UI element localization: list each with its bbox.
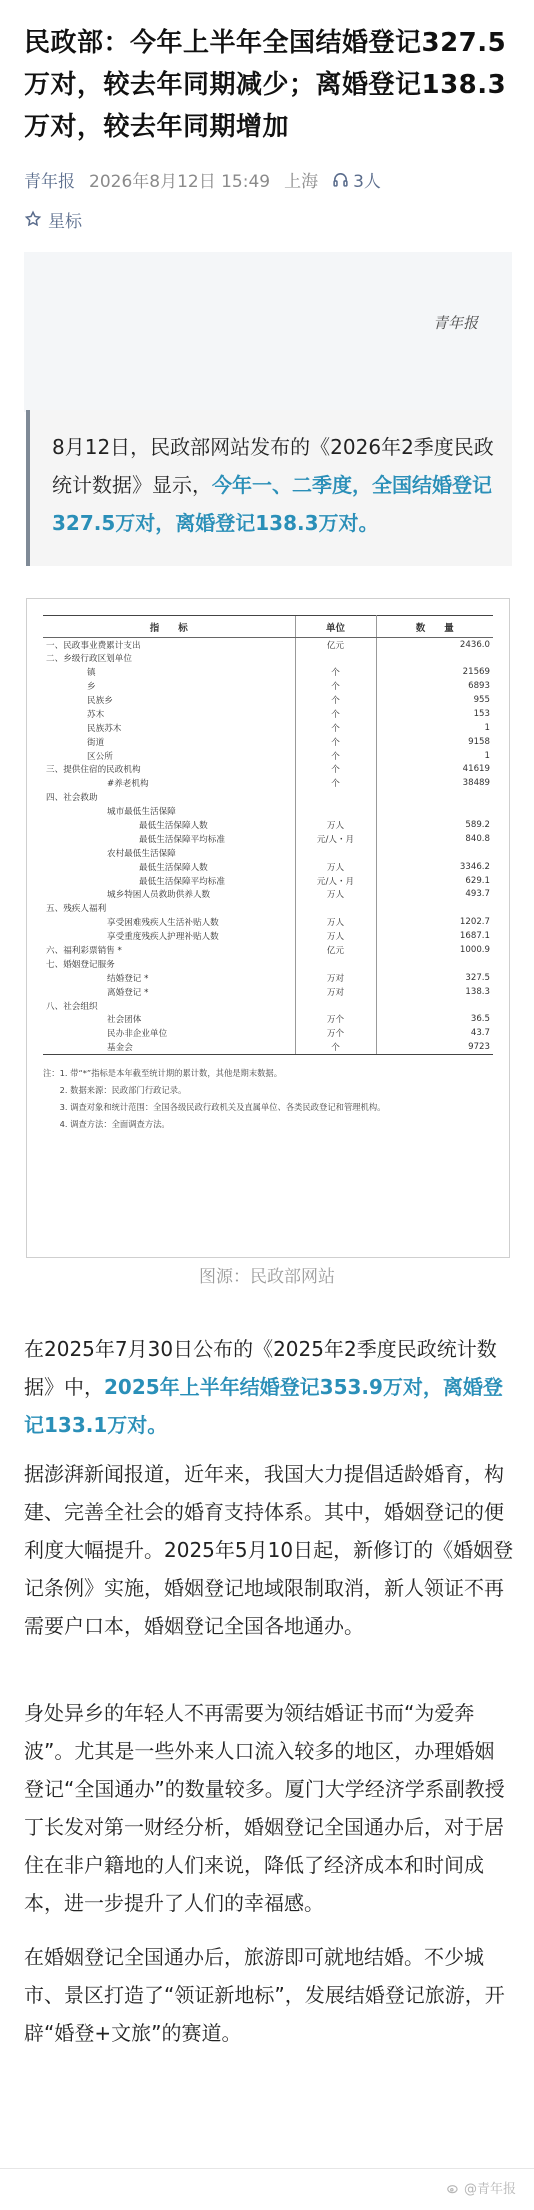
cell-value: 38489 bbox=[462, 778, 490, 789]
cell-unit: 个 bbox=[295, 721, 376, 735]
cell-indicator: 社会团体 bbox=[107, 1015, 142, 1026]
table-note: 注：1. 带“*”指标是本年截至统计期的累计数，其他是期末数据。 bbox=[43, 1067, 283, 1078]
cell-unit: 个 bbox=[295, 679, 376, 693]
cell-value: 955 bbox=[473, 695, 490, 705]
cell-unit: 个 bbox=[295, 763, 376, 777]
cell-value: 1687.1 bbox=[459, 931, 490, 942]
cell-value: 589.2 bbox=[465, 820, 490, 831]
cell-value: 9158 bbox=[468, 736, 490, 747]
table-row bbox=[43, 846, 493, 860]
header-unit: 单位 bbox=[295, 616, 376, 638]
table-row bbox=[43, 818, 493, 832]
cell-unit bbox=[295, 846, 376, 860]
cell-indicator: 基金会 bbox=[43, 1040, 295, 1054]
listener-count: 3人 bbox=[353, 171, 381, 192]
article-meta bbox=[24, 166, 512, 192]
cell-indicator: 民办非企业单位 bbox=[107, 1029, 168, 1040]
cell-unit: 万人 bbox=[295, 860, 376, 874]
cell-indicator: #养老机构 bbox=[107, 779, 149, 790]
paragraph-1-lead: 在2025年7月30日公布的《2025年2季度民政统计数据》中， bbox=[24, 1337, 497, 1399]
cell-value: 493.7 bbox=[465, 889, 490, 900]
table-row bbox=[43, 763, 493, 777]
table-note: 2. 数据来源：民政部门行政记录。 bbox=[43, 1084, 187, 1095]
cell-value bbox=[376, 790, 493, 804]
header-value: 数 量 bbox=[376, 616, 493, 638]
cell-unit: 个 bbox=[295, 693, 376, 707]
cell-unit: 万对 bbox=[295, 971, 376, 985]
lead-quote bbox=[26, 410, 512, 566]
star-icon bbox=[24, 210, 42, 228]
cell-value: 1202.7 bbox=[459, 917, 490, 928]
cell-value bbox=[376, 846, 493, 860]
table-row bbox=[43, 1040, 493, 1054]
cell-value bbox=[376, 901, 493, 915]
table-row bbox=[43, 707, 493, 721]
table-notes bbox=[43, 1065, 493, 1133]
table-row bbox=[43, 860, 493, 874]
cell-value: 6893 bbox=[468, 681, 490, 692]
cell-value: 9723 bbox=[376, 1040, 493, 1054]
cell-unit bbox=[295, 651, 376, 665]
cell-indicator: 最低生活保障人数 bbox=[139, 821, 208, 832]
cell-unit: 万人 bbox=[295, 915, 376, 929]
cell-indicator: 街道 bbox=[87, 737, 105, 748]
cell-value: 629.1 bbox=[465, 875, 490, 886]
cell-indicator: 八、社会组织 bbox=[46, 1001, 98, 1012]
table-row bbox=[43, 1013, 493, 1027]
cell-value: 1 bbox=[484, 750, 490, 761]
cell-unit: 元/人・月 bbox=[295, 874, 376, 888]
cell-indicator: 结婚登记 * bbox=[107, 973, 149, 984]
cell-indicator: 苏木 bbox=[87, 709, 105, 720]
article-title: 民政部：今年上半年全国结婚登记327.5万对，较去年同期减少；离婚登记138.3万对，较去年同期增加 bbox=[24, 28, 507, 142]
cell-value: 840.8 bbox=[465, 833, 490, 844]
table-row bbox=[43, 749, 493, 763]
header-indicator: 指 标 bbox=[43, 616, 295, 638]
table-row bbox=[43, 804, 493, 818]
cell-value: 43.7 bbox=[470, 1028, 490, 1039]
table-row bbox=[43, 790, 493, 804]
cell-unit: 元/人・月 bbox=[295, 832, 376, 846]
cell-unit bbox=[295, 957, 376, 971]
cell-unit bbox=[295, 804, 376, 818]
cell-unit bbox=[295, 999, 376, 1013]
hero-banner bbox=[24, 252, 512, 412]
cell-unit bbox=[295, 790, 376, 804]
publish-location: 上海 bbox=[284, 171, 319, 192]
paragraph-1-highlight: 2025年上半年结婚登记353.9万对，离婚登记133.1万对。 bbox=[24, 1375, 503, 1437]
table-row bbox=[43, 957, 493, 971]
table-row bbox=[43, 971, 493, 985]
headphones-icon bbox=[332, 171, 349, 188]
hero-logo: 青年报 bbox=[432, 314, 478, 332]
table-row bbox=[43, 901, 493, 915]
table-row bbox=[43, 638, 493, 652]
cell-unit: 个 bbox=[295, 749, 376, 763]
star-label: 星标 bbox=[48, 211, 82, 232]
table-header-row bbox=[43, 616, 493, 638]
table-row bbox=[43, 679, 493, 693]
table-row bbox=[43, 735, 493, 749]
watermark-text: @青年报 bbox=[463, 2182, 516, 2197]
cell-unit: 万人 bbox=[295, 929, 376, 943]
table-row bbox=[43, 915, 493, 929]
table-note: 4. 调查方法：全面调查方法。 bbox=[43, 1118, 170, 1129]
cell-value bbox=[376, 999, 493, 1013]
cell-indicator: 五、残疾人福利 bbox=[46, 904, 107, 915]
cell-unit: 个 bbox=[295, 735, 376, 749]
listen-button[interactable] bbox=[332, 167, 381, 192]
quote-highlight: 今年一、二季度，全国结婚登记327.5万对，离婚登记138.3万对。 bbox=[52, 473, 492, 535]
cell-indicator: 享受困难残疾人生活补贴人数 bbox=[107, 918, 219, 929]
statistics-table bbox=[43, 615, 493, 1055]
cell-indicator: 民族苏木 bbox=[87, 723, 122, 734]
table-row bbox=[43, 721, 493, 735]
source-link[interactable]: 青年报 bbox=[24, 171, 75, 192]
cell-indicator: 一、民政事业费累计支出 bbox=[46, 640, 141, 651]
table-body bbox=[43, 638, 493, 1055]
cell-indicator: 享受重度残疾人护理补贴人数 bbox=[107, 932, 219, 943]
cell-unit: 万对 bbox=[295, 985, 376, 999]
cell-unit: 个 bbox=[295, 707, 376, 721]
cell-indicator: 镇 bbox=[87, 668, 96, 679]
table-row bbox=[43, 832, 493, 846]
cell-value: 2436.0 bbox=[459, 639, 490, 650]
table-row bbox=[43, 999, 493, 1013]
cell-value: 1 bbox=[484, 722, 490, 733]
cell-indicator: 最低生活保障人数 bbox=[139, 862, 208, 873]
table-row bbox=[43, 888, 493, 902]
table-row bbox=[43, 651, 493, 665]
cell-indicator: 三、提供住宿的民政机构 bbox=[46, 765, 141, 776]
cell-unit: 万人 bbox=[295, 888, 376, 902]
cell-value bbox=[376, 804, 493, 818]
cell-value: 41619 bbox=[462, 764, 490, 775]
table-note: 3. 调查对象和统计范围：全国各级民政行政机关及直属单位、各类民政登记和管理机构。 bbox=[43, 1101, 386, 1112]
table-row bbox=[43, 943, 493, 957]
cell-indicator: 六、福利彩票销售 * bbox=[46, 946, 122, 957]
image-caption: 图源：民政部网站 bbox=[199, 1267, 335, 1287]
paragraph-1 bbox=[24, 1330, 514, 1444]
table-row bbox=[43, 693, 493, 707]
cell-unit: 个 bbox=[295, 665, 376, 679]
publish-datetime: 2026年8月12日 15:49 bbox=[89, 171, 271, 192]
cell-value: 327.5 bbox=[465, 972, 490, 983]
table-row bbox=[43, 985, 493, 999]
cell-indicator: 农村最低生活保障 bbox=[107, 848, 176, 859]
table-row bbox=[43, 874, 493, 888]
cell-unit bbox=[295, 901, 376, 915]
cell-value: 138.3 bbox=[465, 986, 490, 997]
cell-indicator: 最低生活保障平均标准 bbox=[139, 834, 225, 845]
cell-indicator: 离婚登记 * bbox=[107, 987, 149, 998]
cell-unit: 个 bbox=[295, 1040, 376, 1054]
cell-value: 21569 bbox=[462, 667, 490, 678]
statistics-table-image bbox=[26, 598, 510, 1258]
table-row bbox=[43, 665, 493, 679]
cell-indicator: 民族乡 bbox=[87, 696, 113, 706]
cell-value: 36.5 bbox=[470, 1014, 490, 1025]
cell-value bbox=[376, 957, 493, 971]
paragraph-3: 身处异乡的年轻人不再需要为领结婚证书而“为爱奔波”。尤其是一些外来人口流入较多的地区，办理婚姻登记“全国通办”的数量较多。厦门大学经济学系副教授丁长发对第一财经分析，婚姻登记全国通办后，对于居住在非户籍地的人们来说，降低了经济成本和时间成本，进一步提升了人们的幸福感。 bbox=[24, 1701, 505, 1915]
cell-value: 153 bbox=[473, 708, 490, 719]
cell-unit: 亿元 bbox=[295, 638, 376, 652]
cell-indicator: 城乡特困人员救助供养人数 bbox=[107, 890, 211, 901]
cell-indicator: 四、社会救助 bbox=[46, 793, 98, 804]
cell-value: 1000.9 bbox=[459, 945, 490, 956]
quote-lead: 8月12日，民政部网站发布的《2026年2季度民政统计数据》显示， bbox=[52, 435, 494, 497]
weibo-icon bbox=[446, 2181, 460, 2195]
paragraph-4: 在婚姻登记全国通办后，旅游即可就地结婚。不少城市、景区打造了“领证新地标”，发展结婚登记旅游，开辟“婚登+文旅”的赛道。 bbox=[24, 1945, 505, 2045]
table-row bbox=[43, 1026, 493, 1040]
watermark bbox=[446, 2178, 516, 2197]
cell-value bbox=[376, 651, 493, 665]
cell-unit: 亿元 bbox=[295, 943, 376, 957]
cell-unit: 万个 bbox=[295, 1026, 376, 1040]
paragraph-2: 据澎湃新闻报道，近年来，我国大力提倡适龄婚育，构建、完善全社会的婚育支持体系。其中，婚姻登记的便利度大幅提升。2025年5月10日起，新修订的《婚姻登记条例》实施，婚姻登记地域限制取消，新人领证不再需要户口本，婚姻登记全国各地通办。 bbox=[24, 1462, 514, 1638]
cell-unit: 个 bbox=[295, 776, 376, 790]
cell-indicator: 乡 bbox=[87, 682, 96, 693]
cell-unit: 万个 bbox=[295, 1013, 376, 1027]
table-row bbox=[43, 929, 493, 943]
cell-indicator: 七、婚姻登记服务 bbox=[46, 959, 115, 970]
cell-indicator: 区公所 bbox=[87, 751, 113, 762]
table-row bbox=[43, 776, 493, 790]
cell-value: 3346.2 bbox=[459, 861, 490, 872]
star-button[interactable] bbox=[24, 206, 82, 232]
cell-indicator: 最低生活保障平均标准 bbox=[139, 876, 225, 887]
cell-indicator: 城市最低生活保障 bbox=[107, 807, 176, 818]
cell-indicator: 二、乡级行政区划单位 bbox=[46, 654, 132, 665]
cell-unit: 万人 bbox=[295, 818, 376, 832]
